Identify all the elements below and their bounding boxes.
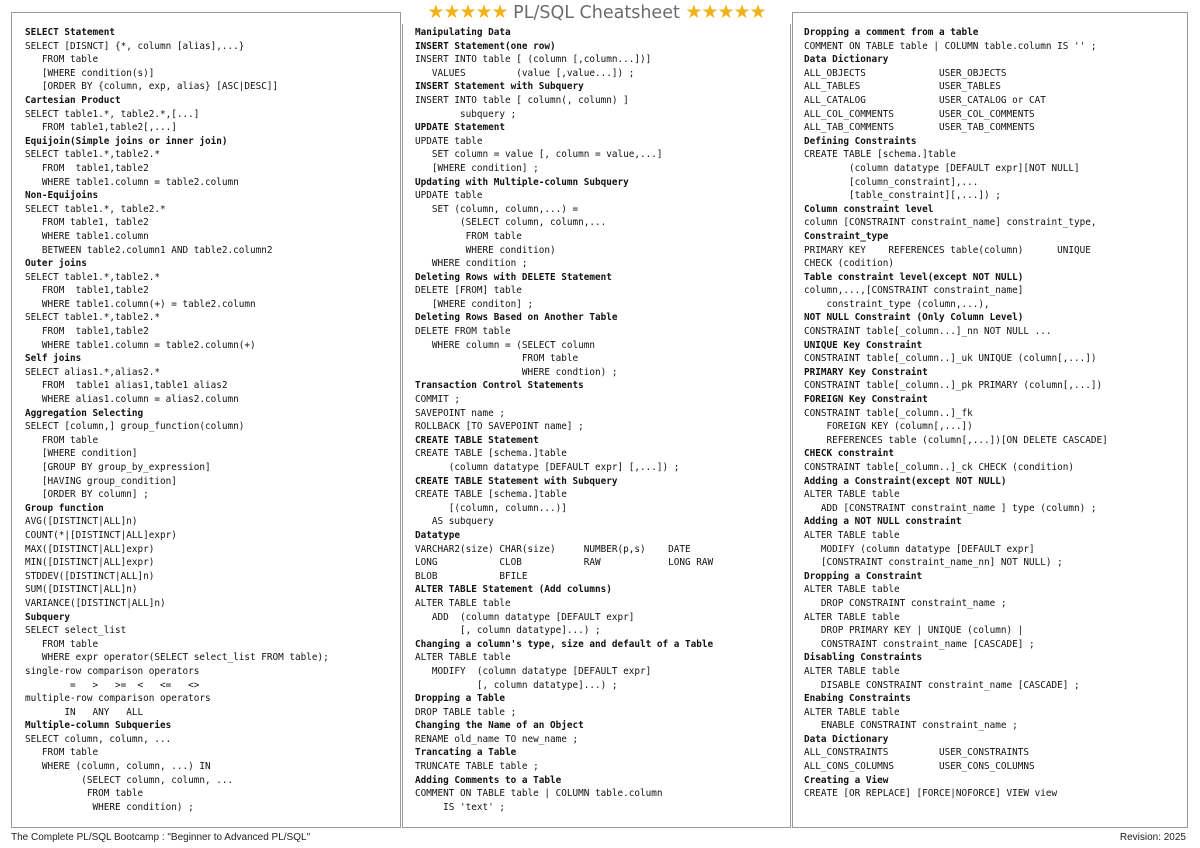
section-heading: Subquery (25, 611, 71, 623)
section-heading: Group function (25, 502, 104, 514)
code-line: (column datatype [DEFAULT expr] [,...]) ; (415, 462, 680, 473)
section-heading: Multiple-column Subqueries (25, 720, 172, 732)
section-heading: SELECT Statement (25, 27, 116, 38)
code-line: SET (column, column,...) = (415, 203, 579, 215)
code-line: [WHERE condition] ; (415, 162, 539, 174)
code-line: single-row comparison operators (25, 665, 200, 677)
code-line: WHERE table1.column(+) = table2.column (25, 298, 256, 310)
section-heading: Table constraint level(except NOT NULL) (804, 271, 1024, 283)
code-line: subquery ; (415, 108, 517, 120)
code-line: constraint_type (column,...), (804, 298, 990, 310)
code-line: FROM table (415, 230, 522, 242)
code-line: COMMENT ON TABLE table | COLUMN table.column (415, 788, 663, 800)
code-line: BLOB BFILE (415, 570, 528, 582)
section-heading: Adding a NOT NULL constraint (804, 516, 962, 528)
star-icons-left: ★★★★★ (427, 1, 508, 23)
code-line: MAX([DISTINCT|ALL]expr) (25, 543, 155, 555)
code-line: ALTER TABLE table (415, 597, 511, 609)
section-heading: Disabling Constraints (804, 652, 923, 664)
code-line: WHERE table1.column (25, 230, 149, 242)
footer-revision: Revision: 2025 (1119, 832, 1186, 843)
section-heading: INSERT Statement with Subquery (415, 81, 584, 93)
code-line: SELECT column, column, ... (25, 733, 172, 745)
code-line: WHERE table1.column = table2.column (25, 176, 239, 188)
section-heading: Adding a Constraint(except NOT NULL) (804, 475, 1007, 487)
title-text: PL/SQL Cheatsheet (513, 3, 680, 23)
section-heading: Trancating a Table (415, 747, 517, 759)
code-line: [WHERE condition] (25, 448, 138, 460)
code-line: ALL_OBJECTS USER_OBJECTS (804, 67, 1007, 79)
code-line: column [CONSTRAINT constraint_name] constraint_type, (804, 217, 1097, 229)
code-line: DROP TABLE table ; (415, 706, 517, 718)
code-line: [ORDER BY column] ; (25, 489, 149, 501)
section-heading: UNIQUE Key Constraint (804, 339, 923, 351)
code-line: FROM table1,table2[,...] (25, 122, 177, 134)
code-line: ALL_TAB_COMMENTS USER_TAB_COMMENTS (804, 122, 1035, 134)
section-heading: CHECK constraint (804, 448, 895, 460)
code-line: CREATE [OR REPLACE] [FORCE|NOFORCE] VIEW view (804, 788, 1058, 800)
section-heading: Deleting Rows Based on Another Table (415, 312, 618, 324)
section-heading: INSERT Statement(one row) (415, 40, 556, 52)
code-line: SELECT table1.*,table2.* (25, 271, 161, 283)
column-2 (402, 12, 791, 828)
code-line: SELECT [DISNCT] {*, column [alias],...} (25, 40, 245, 52)
code-line: WHERE column = (SELECT column (415, 339, 596, 351)
code-line: ALTER TABLE table (804, 611, 900, 623)
section-heading: Outer joins (25, 258, 87, 270)
section-heading: FOREIGN Key Constraint (804, 394, 928, 406)
code-line: CHECK (codition) (804, 258, 895, 270)
section-heading: Self joins (25, 353, 82, 365)
code-line: IS 'text' ; (415, 801, 506, 813)
section-heading: Equijoin(Simple joins or inner join) (25, 135, 228, 147)
code-line: MIN([DISTINCT|ALL]expr) (25, 557, 155, 569)
code-line: SELECT table1.*, table2.* (25, 203, 166, 215)
code-line: SELECT table1.*, table2.*,[...] (25, 108, 200, 120)
code-line: ALL_COL_COMMENTS USER_COL_COMMENTS (804, 108, 1035, 120)
section-heading: Cartesian Product (25, 94, 121, 106)
section-heading: Column constraint level (804, 203, 934, 215)
code-line: UPDATE table (415, 135, 483, 147)
section-heading: Dropping a Constraint (804, 570, 923, 582)
code-line: CONSTRAINT table[_column..]_pk PRIMARY (column[,...]) (804, 380, 1103, 392)
code-line: VARIANCE([DISTINCT|ALL]n) (25, 597, 166, 609)
section-heading: Dropping a Table (415, 693, 506, 705)
code-line: COUNT(*|[DISTINCT|ALL]expr) (25, 529, 177, 541)
code-line: AS subquery (415, 516, 494, 528)
code-line: FROM table1,table2 (25, 162, 149, 174)
code-line: FROM table (25, 434, 99, 446)
code-line: WHERE expr operator(SELECT select_list FROM table); (25, 652, 329, 664)
code-line: ALL_CONS_COLUMNS USER_CONS_COLUMNS (804, 761, 1035, 773)
code-line: ADD (column datatype [DEFAULT expr] (415, 611, 635, 623)
section-heading: Transaction Control Statements (415, 380, 584, 392)
section-heading: Data Dictionary (804, 733, 889, 745)
section-heading: Deleting Rows with DELETE Statement (415, 271, 612, 283)
code-line: VARCHAR2(size) CHAR(size) NUMBER(p,s) DATE (415, 543, 691, 555)
section-heading: Dropping a comment from a table (804, 27, 979, 38)
code-line: [, column datatype]...) ; (415, 625, 601, 637)
code-line: FROM table (25, 54, 99, 66)
code-line: WHERE condition) (415, 244, 556, 256)
code-line: ALTER TABLE table (804, 706, 900, 718)
section-heading: Adding Comments to a Table (415, 774, 562, 786)
code-line: PRIMARY KEY REFERENCES table(column) UNIQUE (804, 244, 1091, 256)
code-line: [CONSTRAINT constraint_name_nn] NOT NULL) ; (804, 557, 1063, 569)
code-line: SELECT table1.*,table2.* (25, 149, 161, 161)
footer-course-name: The Complete PL/SQL Bootcamp : "Beginner to Advanced PL/SQL" (11, 832, 311, 843)
code-line: ALTER TABLE table (415, 652, 511, 664)
code-line: FROM table (415, 353, 579, 365)
code-line: SELECT alias1.*,alias2.* (25, 366, 161, 378)
page-title (402, 0, 791, 24)
code-line: SELECT table1.*,table2.* (25, 312, 161, 324)
code-line: CREATE TABLE [schema.]table (415, 489, 567, 501)
section-heading: Data Dictionary (804, 54, 889, 66)
code-line: [WHERE conditon] ; (415, 298, 534, 310)
code-line: DROP CONSTRAINT constraint_name ; (804, 597, 1007, 609)
section-heading: Aggregation Selecting (25, 407, 144, 419)
code-line: (column datatype [DEFAULT expr][NOT NULL] (804, 162, 1080, 174)
code-line: WHERE condition ; (415, 258, 528, 270)
code-line: DELETE [FROM] table (415, 285, 522, 297)
code-line: [column_constraint],... (804, 176, 979, 188)
code-line: SET column = value [, column = value,...] (415, 149, 663, 161)
code-line: REFERENCES table (column[,...])[ON DELETE CASCADE] (804, 434, 1108, 446)
code-line: CONSTRAINT table[_column..]_ck CHECK (condition) (804, 462, 1075, 473)
code-line: column,...,[CONSTRAINT constraint_name] (804, 285, 1024, 297)
section-heading: UPDATE Statement (415, 122, 506, 134)
code-line: ENABLE CONSTRAINT constraint_name ; (804, 720, 1018, 732)
code-line: SAVEPOINT name ; (415, 407, 506, 419)
code-line: FROM table1 alias1,table1 alias2 (25, 380, 228, 392)
code-line: LONG CLOB RAW LONG RAW (415, 557, 714, 569)
section-heading: Changing the Name of an Object (415, 720, 584, 732)
code-line: = > >= < <= <> (25, 679, 200, 691)
code-line: FROM table (25, 638, 99, 650)
code-line: WHERE condtion) ; (415, 366, 618, 378)
code-line: INSERT INTO table [ column(, column) ] (415, 94, 629, 106)
code-line: WHERE table1.column = table2.column(+) (25, 339, 256, 351)
code-line: (SELECT column, column, ... (25, 774, 234, 786)
code-line: multiple-row comparison operators (25, 693, 211, 705)
code-line: RENAME old_name TO new_name ; (415, 733, 579, 745)
code-line: AVG([DISTINCT|ALL]n) (25, 516, 138, 528)
code-line: SELECT [column,] group_function(column) (25, 421, 245, 433)
section-heading: Enabing Constraints (804, 693, 911, 705)
code-line: CREATE TABLE [schema.]table (415, 448, 567, 460)
code-line: ALTER TABLE table (804, 489, 900, 501)
code-line: IN ANY ALL (25, 706, 144, 718)
code-line: STDDEV([DISTINCT|ALL]n) (25, 570, 155, 582)
code-line: INSERT INTO table [ (column [,column...])] (415, 54, 652, 66)
code-line: ALL_TABLES USER_TABLES (804, 81, 1001, 93)
code-line: CONSTRAINT table[_column..]_fk (804, 407, 973, 419)
code-line: COMMIT ; (415, 394, 461, 406)
section-heading: NOT NULL Constraint (Only Column Level) (804, 312, 1024, 324)
code-line: MODIFY (column datatype [DEFAULT expr] (804, 543, 1035, 555)
code-line: DISABLE CONSTRAINT constraint_name [CASCADE] ; (804, 679, 1080, 691)
code-line: FROM table (25, 747, 99, 759)
code-line: ALL_CATALOG USER_CATALOG or CAT (804, 94, 1046, 106)
code-line: ALTER TABLE table (804, 529, 900, 541)
code-line: FROM table (25, 788, 144, 800)
section-heading: CREATE TABLE Statement with Subquery (415, 475, 618, 487)
code-line: [GROUP BY group_by_expression] (25, 462, 211, 473)
code-line: MODIFY (column datatype [DEFAULT expr] (415, 665, 652, 677)
section-heading: Updating with Multiple-column Subquery (415, 176, 629, 188)
code-line: ADD [CONSTRAINT constraint_name ] type (column) ; (804, 502, 1097, 514)
section-heading: Constraint_type (804, 230, 889, 242)
code-line: CREATE TABLE [schema.]table (804, 149, 956, 161)
code-line: VALUES (value [,value...]) ; (415, 67, 635, 79)
section-heading: ALTER TABLE Statement (Add columns) (415, 584, 612, 596)
column-3 (792, 12, 1188, 828)
code-line: SELECT select_list (25, 625, 127, 637)
code-line: COMMENT ON TABLE table | COLUMN table.column IS '' ; (804, 40, 1097, 52)
section-heading: Defining Constraints (804, 135, 917, 147)
section-heading: Creating a View (804, 774, 889, 786)
code-line: ALTER TABLE table (804, 665, 900, 677)
code-line: ROLLBACK [TO SAVEPOINT name] ; (415, 421, 584, 433)
code-line: UPDATE table (415, 190, 483, 202)
section-heading: Manipulating Data (415, 27, 511, 38)
code-line: WHERE condition) ; (25, 801, 194, 813)
section-heading: PRIMARY Key Constraint (804, 366, 928, 378)
code-line: FROM table1, table2 (25, 217, 149, 229)
section-heading: Datatype (415, 529, 461, 541)
code-line: WHERE alias1.column = alias2.column (25, 394, 239, 406)
code-line: DROP PRIMARY KEY | UNIQUE (column) | (804, 625, 1024, 637)
code-line: [table_constraint][,...]) ; (804, 190, 1001, 202)
code-line: BETWEEN table2.column1 AND table2.column2 (25, 244, 273, 256)
code-line: SUM([DISTINCT|ALL]n) (25, 584, 138, 596)
code-line: TRUNCATE TABLE table ; (415, 761, 539, 773)
code-line: CONSTRAINT constraint_name [CASCADE] ; (804, 638, 1035, 650)
code-line: ALTER TABLE table (804, 584, 900, 596)
code-line: DELETE FROM table (415, 326, 511, 338)
code-line: FOREIGN KEY (column[,...]) (804, 421, 973, 433)
star-icons-right: ★★★★★ (685, 1, 766, 23)
column-1 (11, 12, 401, 828)
code-line: CONSTRAINT table[_column..]_uk UNIQUE (column[,...]) (804, 353, 1097, 365)
code-line: [ORDER BY {column, exp, alias} [ASC|DESC]] (25, 81, 279, 93)
section-heading: Non-Equijoins (25, 190, 99, 202)
code-line: ALL_CONSTRAINTS USER_CONSTRAINTS (804, 747, 1030, 759)
code-line: FROM table1,table2 (25, 326, 149, 338)
code-line: (SELECT column, column,... (415, 217, 607, 229)
code-line: FROM table1,table2 (25, 285, 149, 297)
code-line: [WHERE condition(s)] (25, 67, 155, 79)
section-heading: CREATE TABLE Statement (415, 434, 539, 446)
code-line: [(column, column...)] (415, 502, 567, 514)
code-line: CONSTRAINT table[_column...]_nn NOT NULL ... (804, 326, 1052, 338)
code-line: [HAVING group_condition] (25, 475, 177, 487)
code-line: WHERE (column, column, ...) IN (25, 761, 211, 773)
code-line: [, column datatype]...) ; (415, 679, 618, 691)
section-heading: Changing a column's type, size and default of a Table (415, 638, 714, 650)
